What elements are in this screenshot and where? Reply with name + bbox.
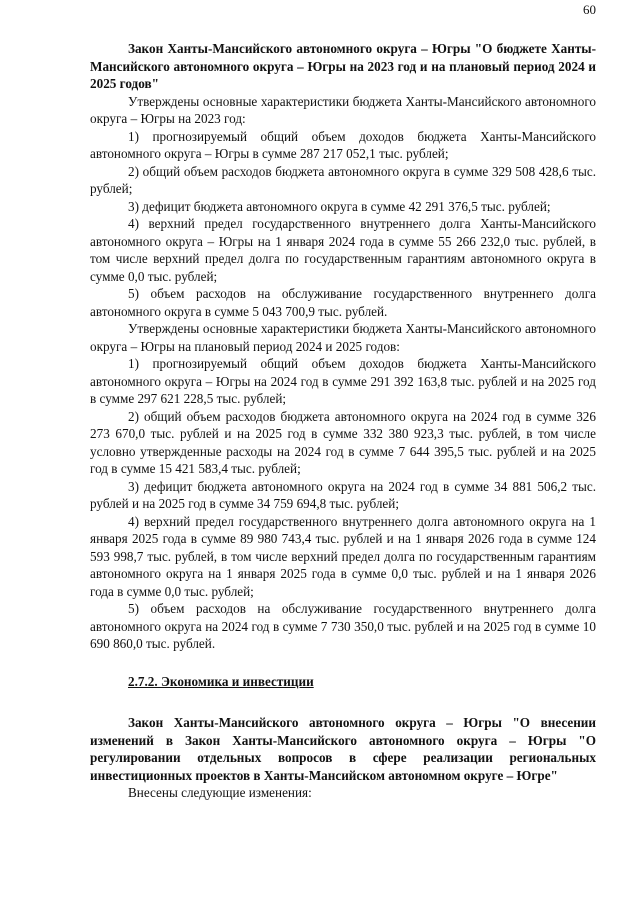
budget-2023-intro: Утверждены основные характеристики бюджета Ханты-Мансийского автономного округа – Югры на 2023 год:: [90, 93, 596, 126]
budget-2023-item: 5) объем расходов на обслуживание государственного внутреннего долга автономного округа в сумме 5 043 700,9 тыс. рублей.: [90, 286, 596, 319]
document-body: [90, 40, 596, 802]
budget-plan-item: 5) объем расходов на обслуживание государственного внутреннего долга автономного округа на 2024 год в сумме 7 730 350,0 тыс. рублей и на 2025 год в сумме 10 690 860,0 тыс. рублей.: [90, 601, 596, 651]
budget-plan-item: 4) верхний предел государственного внутреннего долга автономного округа на 1 января 2025 года в сумме 89 980 743,4 тыс. рублей и на 1 января 2026 года в сумме 124 593 998,7 тыс. рублей, в том числе верхний предел долга по государственным гарантиям автономного округа на 1 января 2025 года в сумме 0,0 тыс. рублей и на 1 января 2026 года в сумме 0,0 тыс. рублей;: [90, 513, 596, 599]
budget-plan-intro: Утверждены основные характеристики бюджета Ханты-Мансийского автономного округа – Югры на плановый период 2024 и 2025 годов:: [90, 321, 596, 354]
page-number: 60: [583, 2, 596, 17]
changes-intro: Внесены следующие изменения:: [128, 785, 312, 800]
budget-plan-item: 3) дефицит бюджета автономного округа на 2024 год в сумме 34 881 506,2 тыс. рублей и на 2025 год в сумме 34 759 694,8 тыс. рублей;: [90, 478, 596, 511]
budget-2023-item: 3) дефицит бюджета автономного округа в сумме 42 291 376,5 тыс. рублей;: [128, 198, 551, 214]
law-title: Закон Ханты-Мансийского автономного округа – Югры "О бюджете Ханты-Мансийского автономного округа – Югры на 2023 год и на плановый период 2024 и 2025 годов": [90, 41, 596, 91]
budget-2023-item: 2) общий объем расходов бюджета автономного округа в сумме 329 508 428,6 тыс. рублей;: [90, 163, 596, 196]
law-title: Закон Ханты-Мансийского автономного округа – Югры "О внесении изменений в Закон Ханты-Мансийского автономного округа – Югры "О регулировании отдельных вопросов в сфере реализации региональных инвестиционных проектов в Ханты-Мансийском автономном округе – Югре": [90, 715, 596, 783]
budget-plan-item: 2) общий объем расходов бюджета автономного округа на 2024 год в сумме 326 273 670,0 тыс. рублей и на 2025 год в сумме 332 380 923,3 тыс. рублей, в том числе условно утвержденные расходы на 2024 год в сумме 7 644 395,5 тыс. рублей и на 2025 год в сумме 15 421 583,4 тыс. рублей;: [90, 408, 596, 476]
section-heading: 2.7.2. Экономика и инвестиции: [128, 673, 314, 689]
budget-2023-item: 4) верхний предел государственного внутреннего долга Ханты-Мансийского автономного округа – Югры на 1 января 2024 года в сумме 55 266 232,0 тыс. рублей, в том числе верхний предел долга по государственным гарантиям автономного округа в сумме 0,0 тыс. рублей;: [90, 216, 596, 284]
budget-2023-item: 1) прогнозируемый общий объем доходов бюджета Ханты-Мансийского автономного округа – Югры в сумме 287 217 052,1 тыс. рублей;: [90, 128, 596, 161]
budget-plan-item: 1) прогнозируемый общий объем доходов бюджета Ханты-Мансийского автономного округа – Югры на 2024 год в сумме 291 392 163,8 тыс. рублей и на 2025 год в сумме 297 621 228,5 тыс. рублей;: [90, 356, 596, 406]
